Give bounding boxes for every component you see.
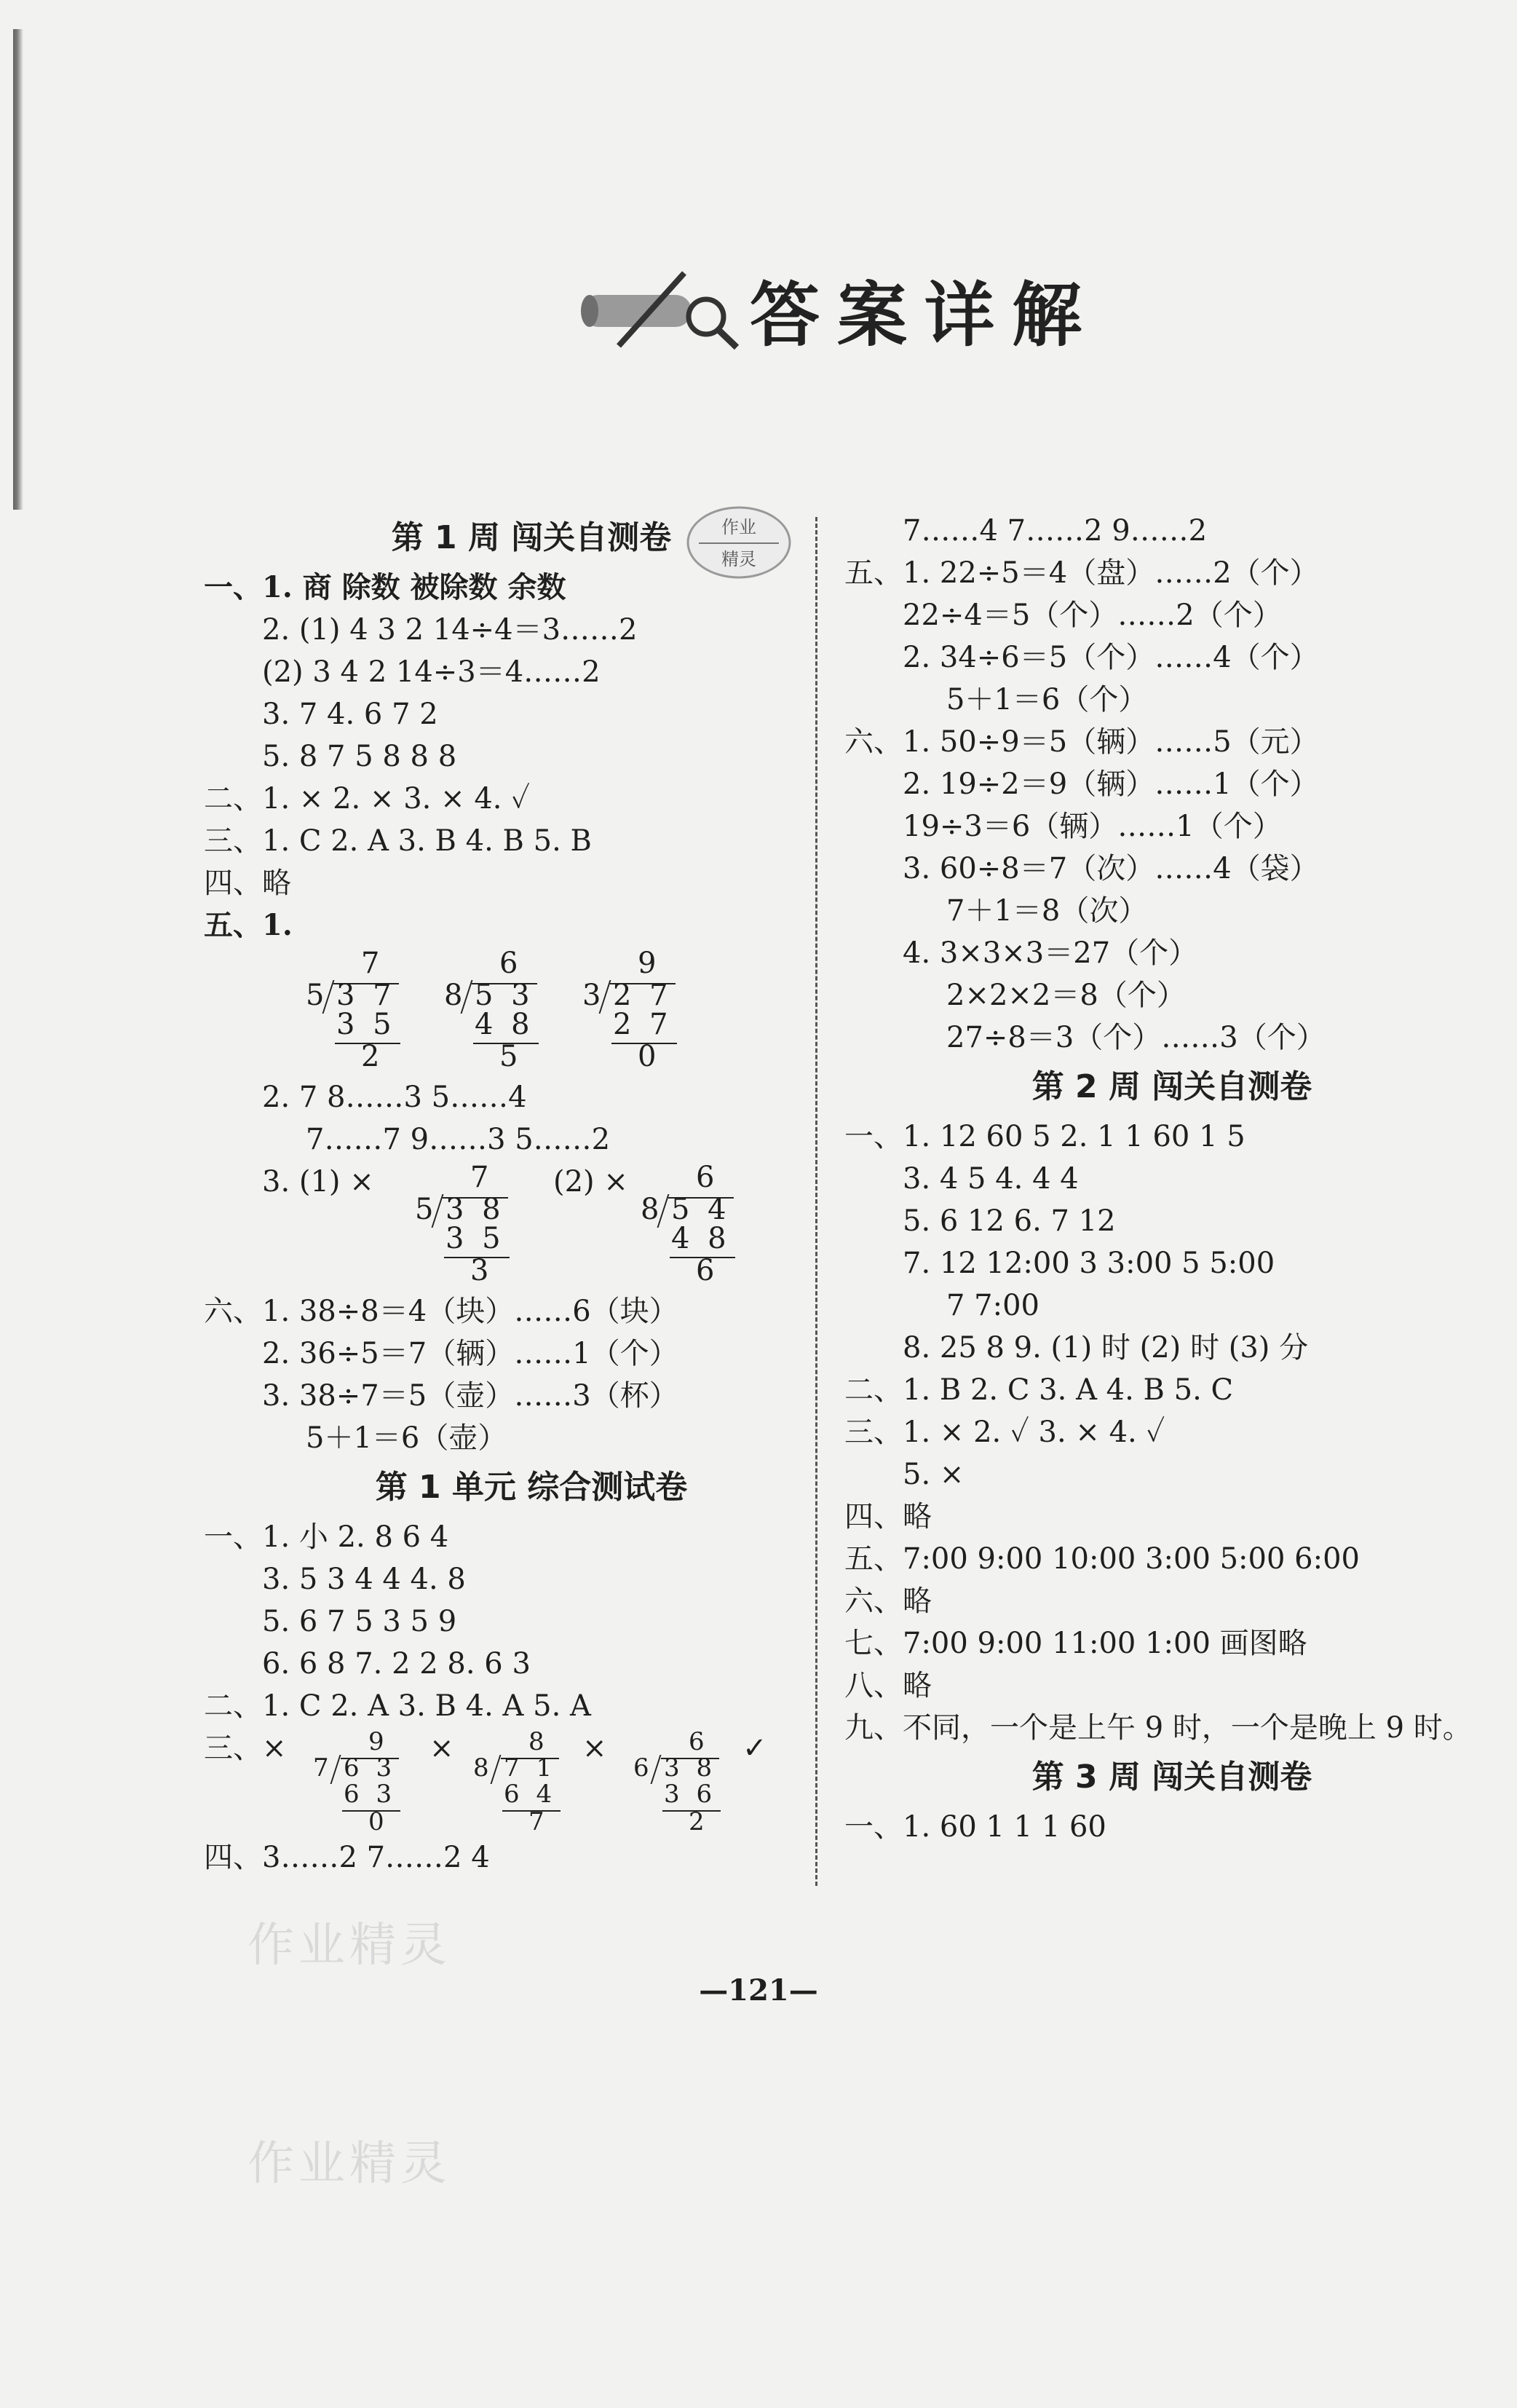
divisor: 8 (641, 1193, 660, 1226)
remainder: 7 (528, 1807, 544, 1836)
remainder: 2 (689, 1807, 705, 1836)
answer-line: 八、略 (844, 1669, 932, 1702)
divisor: 5 (306, 979, 325, 1012)
answer-line: 2. 36÷5＝7（辆）……1（个） (262, 1337, 678, 1370)
answer-line: 一、1. 60 1 1 1 60 (844, 1810, 1106, 1844)
remainder: 0 (638, 1040, 657, 1073)
quotient: 7 (361, 947, 380, 980)
page-title: 答案详解 (750, 274, 1099, 356)
stamp-text-1: 作业 (721, 517, 756, 537)
dividend: 5 3 (475, 979, 534, 1012)
answer-line: 一、1. 商 除数 被除数 余数 (204, 570, 566, 604)
long-division (306, 947, 408, 1076)
answer-line: 5. 6 12 6. 7 12 (903, 1204, 1116, 1238)
dividend: 6 3 (344, 1753, 397, 1783)
section-title-week2: 第 2 周 闯关自测卷 (1031, 1068, 1312, 1105)
answer-line: 7 7:00 (946, 1289, 1039, 1322)
answer-line: ✓ (742, 1732, 767, 1765)
quotient: 6 (499, 947, 518, 980)
divisor: 7 (313, 1753, 329, 1783)
scan-edge (13, 29, 23, 510)
quotient: 9 (368, 1727, 384, 1756)
answer-line: 四、3……2 7……2 4 (204, 1841, 490, 1874)
dividend: 5 4 (671, 1193, 731, 1226)
long-division (313, 1727, 415, 1836)
answer-line: 五、1. (204, 908, 293, 942)
answer-line: 5＋1＝6（个） (946, 683, 1148, 717)
answer-line: 5. × (903, 1458, 965, 1491)
long-division (444, 947, 546, 1076)
answer-line: 5. 8 7 5 8 8 8 (262, 740, 457, 773)
quotient: 6 (689, 1727, 705, 1756)
section-title-unit1: 第 1 单元 综合测试卷 (375, 1469, 688, 1506)
answer-line: 4. 3×3×3＝27（个） (903, 936, 1198, 970)
section-title-week1: 第 1 周 闯关自测卷 (391, 519, 672, 556)
answer-line: 3. 7 4. 6 7 2 (262, 698, 438, 731)
remainder: 5 (499, 1040, 518, 1073)
answer-line: 三、1. C 2. A 3. B 4. B 5. B (204, 824, 592, 858)
answer-line: (2) × (553, 1165, 628, 1199)
remainder: 0 (368, 1807, 384, 1836)
answer-line: 四、略 (204, 867, 291, 900)
section-title-week3: 第 3 周 闯关自测卷 (1031, 1758, 1312, 1796)
answer-line: 二、1. C 2. A 3. B 4. A 5. A (204, 1689, 591, 1723)
answer-line: 二、1. × 2. × 3. × 4. ✓ (204, 782, 531, 816)
left-column (204, 510, 859, 1879)
answer-line: (2) 3 4 2 14÷3＝4……2 (262, 655, 601, 689)
watermark: 作业精灵 (247, 2137, 451, 2191)
quotient: 7 (470, 1161, 489, 1194)
answer-line: 19÷3＝6（辆）……1（个） (903, 810, 1282, 843)
answer-line: 7. 12 12:00 3 3:00 5 5:00 (903, 1247, 1275, 1280)
answer-line: 七、7:00 9:00 11:00 1:00 画图略 (844, 1627, 1307, 1660)
product: 3 5 (445, 1222, 505, 1255)
answer-line: 四、略 (844, 1500, 932, 1533)
product: 4 8 (475, 1008, 534, 1041)
product: 2 7 (613, 1008, 673, 1041)
divisor: 6 (633, 1753, 649, 1783)
long-division (633, 1727, 735, 1836)
long-division-row-3 (204, 1727, 859, 1836)
long-division-row-1 (204, 947, 859, 1076)
dividend: 3 8 (664, 1753, 717, 1783)
quotient: 9 (638, 947, 657, 980)
product: 3 5 (336, 1008, 396, 1041)
answer-line: 3. 38÷7＝5（壶）……3（杯） (262, 1379, 678, 1413)
answer-line: 2. 7 8……3 5……4 (262, 1081, 527, 1114)
product: 6 4 (504, 1780, 557, 1809)
product: 4 8 (671, 1222, 731, 1255)
answer-line: 二、1. B 2. C 3. A 4. B 5. C (844, 1373, 1234, 1407)
answer-line: 五、7:00 9:00 10:00 3:00 5:00 6:00 (844, 1542, 1360, 1576)
answer-line: 2. 34÷6＝5（个）……4（个） (903, 641, 1319, 674)
remainder: 6 (696, 1254, 715, 1287)
watermark: 作业精灵 (247, 1919, 451, 1973)
answer-line: 3. 5 3 4 4 4. 8 (262, 1563, 466, 1596)
answer-line: 2. (1) 4 3 2 14÷4＝3……2 (262, 613, 638, 647)
answer-line: 5＋1＝6（壶） (306, 1421, 507, 1455)
answer-line: 三、× (204, 1732, 287, 1765)
answer-line: 22÷4＝5（个）……2（个） (903, 599, 1282, 632)
answer-line: 6. 6 8 7. 2 2 8. 6 3 (262, 1647, 531, 1681)
answer-line: 3. 4 5 4. 4 4 (903, 1162, 1079, 1196)
answer-line: 7……4 7……2 9……2 (903, 514, 1208, 548)
answer-line: × (582, 1732, 607, 1765)
divisor: 8 (444, 979, 463, 1012)
answer-line: 2. 19÷2＝9（辆）……1（个） (903, 767, 1319, 801)
page-header (575, 262, 1099, 357)
product: 3 6 (664, 1780, 717, 1809)
answer-line: 六、1. 38÷8＝4（块）……6（块） (204, 1295, 678, 1328)
page-number: —121— (699, 1973, 818, 2008)
answer-line: 三、1. × 2. ✓ 3. × 4. ✓ (844, 1416, 1165, 1449)
remainder: 2 (361, 1040, 380, 1073)
scroll-pen-magnifier-icon (575, 266, 742, 353)
divisor: 5 (415, 1193, 434, 1226)
answer-line: 3. 60÷8＝7（次）……4（袋） (903, 852, 1319, 885)
quotient: 8 (528, 1727, 544, 1756)
product: 6 3 (344, 1780, 397, 1809)
answer-line: 九、不同，一个是上午 9 时，一个是晚上 9 时。 (844, 1711, 1472, 1745)
long-division (641, 1161, 742, 1290)
answer-line: 7＋1＝8（次） (946, 894, 1148, 928)
answer-line: 六、略 (844, 1584, 932, 1618)
answer-line: 一、1. 12 60 5 2. 1 1 60 1 5 (844, 1120, 1245, 1153)
stamp-text-2: 精灵 (721, 549, 756, 569)
answer-line: 3. (1) × (262, 1165, 374, 1199)
answer-line: 8. 25 8 9. (1) 时 (2) 时 (3) 分 (903, 1331, 1309, 1365)
remainder: 3 (470, 1254, 489, 1287)
answer-line: × (429, 1732, 454, 1765)
answer-line: 27÷8＝3（个）……3（个） (946, 1021, 1326, 1054)
right-column (844, 510, 1500, 1848)
divisor: 3 (582, 979, 601, 1012)
long-division (415, 1161, 517, 1290)
dividend: 2 7 (613, 979, 673, 1012)
answer-line: 7……7 9……3 5……2 (306, 1123, 611, 1156)
dividend: 3 7 (336, 979, 396, 1012)
divisor: 8 (473, 1753, 489, 1783)
answer-line: 5. 6 7 5 3 5 9 (262, 1605, 457, 1638)
dividend: 7 1 (504, 1753, 557, 1783)
answer-line: 六、1. 50÷9＝5（辆）……5（元） (844, 725, 1319, 759)
quotient: 6 (696, 1161, 715, 1194)
long-division-row-2 (204, 1161, 859, 1290)
answer-line: 五、1. 22÷5＝4（盘）……2（个） (844, 556, 1319, 590)
answer-line: 2×2×2＝8（个） (946, 979, 1186, 1012)
long-division (473, 1727, 575, 1836)
answer-line: 一、1. 小 2. 8 6 4 (204, 1520, 449, 1554)
long-division (582, 947, 684, 1076)
dividend: 3 8 (445, 1193, 505, 1226)
